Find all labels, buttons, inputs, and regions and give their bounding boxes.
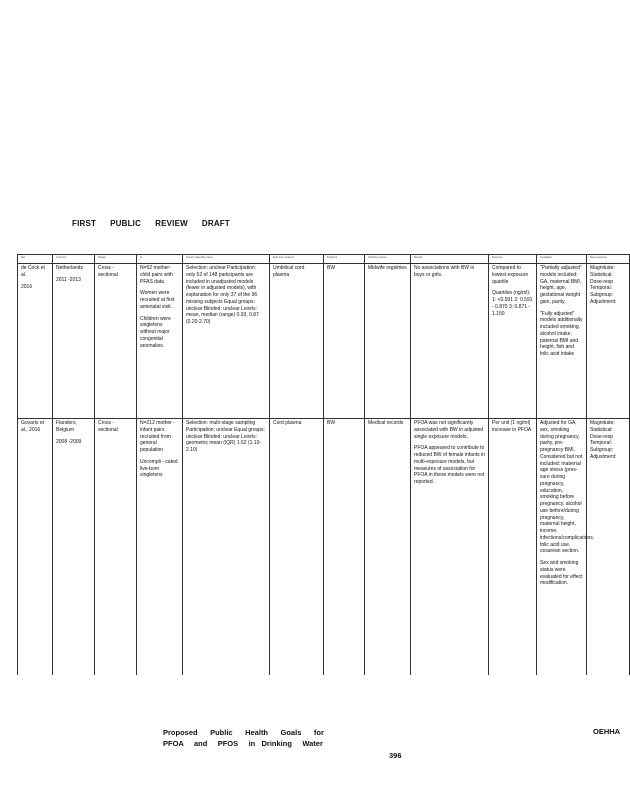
- footer-organization: OEHHA: [593, 727, 621, 736]
- table-cell: N=212 mother - infant pairs recruited from general population Uncompli - cated live-born singletons: [137, 419, 183, 676]
- table-cell: PFOA was not significantly associated with BW in adjusted single exposure models. PFOA appeared to contribute to reduced BW of female infants in multi-exposure models, but measures of association for PFOA in these models were not reported.: [411, 419, 489, 676]
- table-cell: Selection: multi-stage sampling Participation: unclear Equal groups: unclear Blinded: unclear Levels: geometric mean (IQR) 1.52 (1.10-2.10): [183, 419, 270, 676]
- table-cell: Medical records: [365, 419, 411, 676]
- table-cell: BW: [324, 264, 365, 419]
- column-header: Results: [411, 255, 489, 264]
- column-header: Loca tion: [53, 255, 95, 264]
- column-header: Exposure measure: [270, 255, 324, 264]
- draft-word: FIRST: [72, 219, 97, 228]
- table-cell: N=52 mother-child pairs with PFAS data Women were recruited at first antenatal visit. Children were singletons without major congenital anomalies.: [137, 264, 183, 419]
- column-header: Ref: [18, 255, 53, 264]
- table-cell: Compared to lowest exposure quartile Quartiles (ng/ml): 1: <0.591 2: 0.591 - 0.870 3: 0.871 - 1.150: [489, 264, 537, 419]
- table-cell: "Partially adjusted" models included: GA, maternal BMI, height, age, gestational weight gain, parity. "Fully adjusted" models additionally included smoking, alcohol intake, paternal BMI and height, fish and folic acid intake: [537, 264, 587, 419]
- table-row: [18, 264, 630, 419]
- table-cell: Cross - sectional: [95, 264, 137, 419]
- table-header-row: [18, 255, 630, 264]
- table-cell: Cross - sectional: [95, 419, 137, 676]
- column-header: Design: [95, 255, 137, 264]
- table-cell: Flanders, Belgium 2008 -2009: [53, 419, 95, 676]
- draft-word: REVIEW: [155, 219, 188, 228]
- evidence-table: [17, 254, 630, 675]
- table-cell: No associations with BW in boys or girls.: [411, 264, 489, 419]
- draft-word: PUBLIC: [110, 219, 142, 228]
- draft-banner: [72, 219, 244, 228]
- column-header: Covariates: [537, 255, 587, 264]
- table-cell: BW: [324, 419, 365, 676]
- draft-word: DRAFT: [201, 219, 230, 228]
- table-cell: Magnitude: Statistical: Dose-resp Temporal: Subgroup: Adjustment:: [587, 264, 630, 419]
- table-cell: Midwife registries: [365, 264, 411, 419]
- table-row: [18, 419, 630, 676]
- footer-document-title: Proposed Public Health Goals for PFOA and PFOS in Drinking Water: [163, 728, 324, 748]
- table-cell: Adjusted for GA, sex, smoking during pregnancy, parity, pre-pregnancy BMI. Considered but not included: maternal age stress (pres-sure during pregnancy, education, smoking before pregnancy, alcohol use before/during pregnancy, maternal height, income, infections/complications, folic acid use, cesarean section. Sex and smoking status were evaluated for effect modification.: [537, 419, 587, 676]
- table-cell: Per unit (1 ng/ml) increase in PFOA: [489, 419, 537, 676]
- table-cell: Magnitude: Statistical: Dose-resp Temporal: Subgroup: Adjustment:: [587, 419, 630, 676]
- table-cell: de Cock et al. 2016: [18, 264, 53, 419]
- column-header: N: [137, 255, 183, 264]
- table-cell: Umbilical cord plasma: [270, 264, 324, 419]
- table-cell: Govarts et al., 2016: [18, 419, 53, 676]
- column-header: Factors (selection, bias): [183, 255, 270, 264]
- table-cell: Netherlands 2011 -2013: [53, 264, 95, 419]
- column-header: Dose-response: [587, 255, 630, 264]
- page-number: 396: [389, 751, 402, 760]
- column-header: Outcome source: [365, 255, 411, 264]
- table-cell: Cord plasma: [270, 419, 324, 676]
- column-header: Exposure: [489, 255, 537, 264]
- table-cell: Selection: unclear Participation: only 52 of 148 participants are included in unadjusted models (fewer in adjusted models), with explanation for only 37 of the 96 missing subjects Equal groups: unclear Blinded: unclear Levels: mean, median (range) 0.93, 0.87 (0.20-2.70): [183, 264, 270, 419]
- column-header: Outcome: [324, 255, 365, 264]
